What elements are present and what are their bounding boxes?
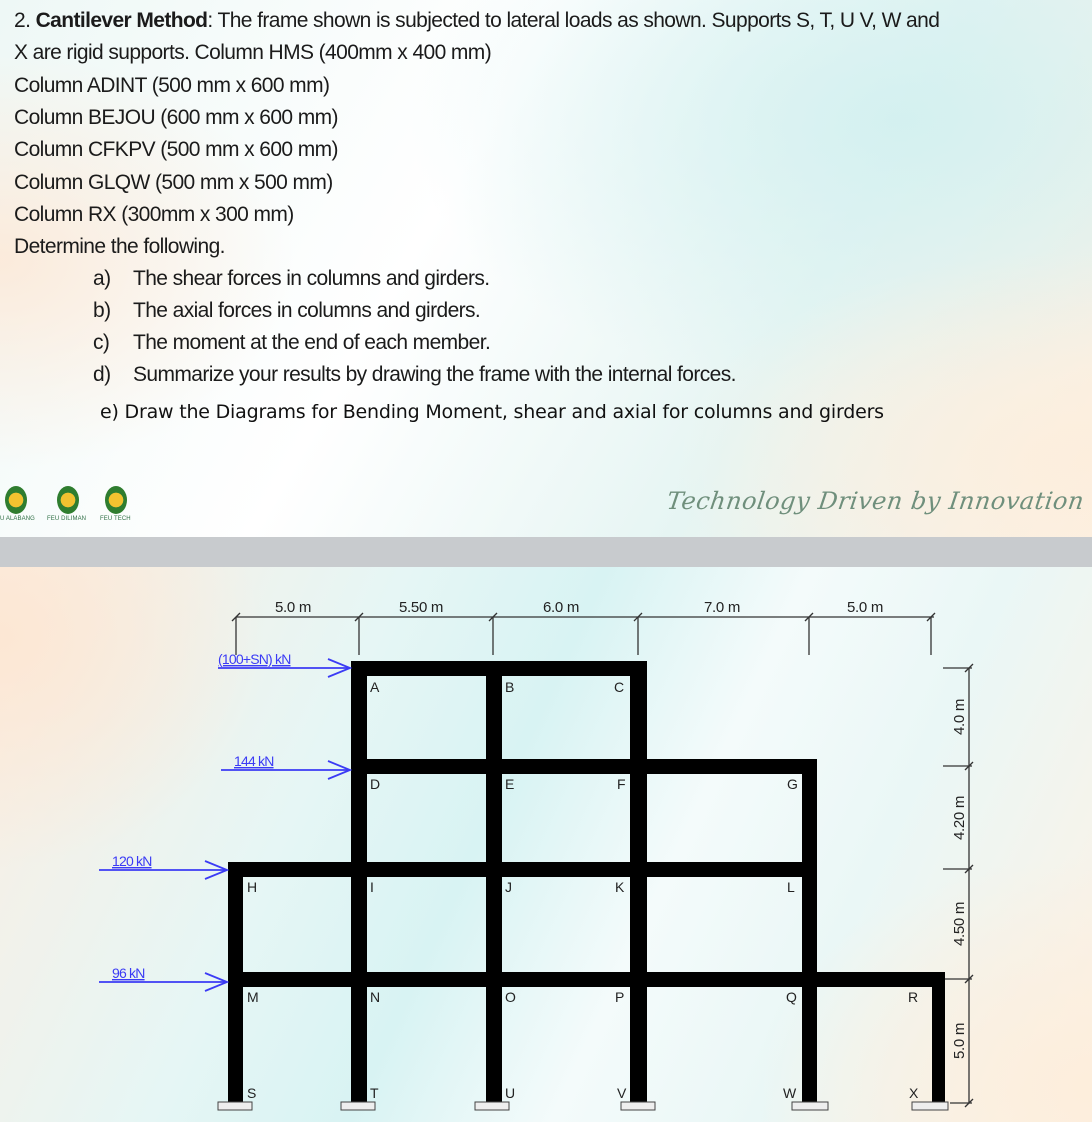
node-m: M	[247, 989, 259, 1005]
method-title: Cantilever Method	[35, 9, 208, 32]
node-j: J	[505, 879, 512, 895]
task-a-label: a)	[93, 267, 111, 290]
determine-heading: Determine the following.	[14, 235, 225, 258]
node-e: E	[505, 776, 515, 792]
column-bejou	[486, 661, 502, 1103]
span-dimensions	[232, 613, 935, 655]
tagline: Technology Driven by Innovation	[664, 487, 1086, 515]
node-g: G	[787, 776, 798, 792]
task-a	[93, 266, 490, 292]
problem-slide	[0, 0, 1092, 537]
load-label-a: (100+SN) kN	[218, 651, 291, 667]
height-dim-1: 4.0 m	[951, 698, 968, 736]
task-a-text: The shear forces in columns and girders.	[133, 267, 490, 290]
logo-tech-icon	[105, 486, 127, 514]
column-spec-rx: Column RX (300mm x 300 mm)	[14, 203, 294, 226]
node-l: L	[787, 879, 795, 895]
height-dim-3: 4.50 m	[951, 901, 968, 947]
problem-number: 2.	[14, 9, 31, 32]
task-d-text: Summarize your results by drawing the frame with the internal forces.	[133, 363, 736, 386]
support-s-icon	[218, 1102, 252, 1110]
node-d: D	[370, 776, 381, 792]
support-v-icon	[621, 1102, 655, 1110]
task-c-text: The moment at the end of each member.	[133, 331, 491, 354]
frame-diagram-slide	[0, 567, 1092, 1122]
problem-intro-text: : The frame shown is subjected to lateral loads as shown. Supports S, T, U V, W and	[207, 9, 940, 32]
problem-intro-line	[14, 8, 939, 34]
span-dim-4: 7.0 m	[704, 599, 741, 616]
span-dim-5: 5.0 m	[847, 599, 884, 616]
span-dim-2: 5.50 m	[399, 599, 444, 616]
support-w-icon	[792, 1102, 828, 1110]
load-label-m: 96 kN	[112, 965, 145, 981]
logo-diliman-icon	[57, 486, 79, 514]
logo-tech-label: FEU TECH	[100, 516, 131, 522]
node-h: H	[247, 879, 258, 895]
logo-alabang-icon	[5, 486, 27, 514]
node-c: C	[614, 679, 625, 695]
task-b-label: b)	[93, 299, 111, 322]
logo-alabang-label: U ALABANG	[0, 516, 35, 522]
fixed-supports	[218, 1102, 948, 1110]
node-o: O	[505, 989, 516, 1005]
height-dim-2: 4.20 m	[951, 795, 968, 841]
node-i: I	[370, 879, 374, 895]
task-c	[93, 330, 490, 356]
span-dim-1: 5.0 m	[275, 599, 312, 616]
node-n: N	[370, 989, 381, 1005]
girder-mnopqr	[228, 972, 945, 987]
lateral-loads	[99, 659, 350, 991]
node-s: S	[247, 1085, 257, 1101]
task-d-label: d)	[93, 363, 111, 386]
problem-line-2: X are rigid supports. Column HMS (400mm x 400 mm)	[14, 41, 492, 64]
load-label-d: 144 kN	[234, 753, 274, 769]
height-dim-4: 5.0 m	[951, 1022, 968, 1060]
column-hms	[228, 862, 243, 1103]
node-p: P	[615, 989, 625, 1005]
support-x-icon	[912, 1102, 948, 1110]
girder-defg	[351, 759, 817, 774]
girder-hijkl	[228, 862, 817, 877]
column-rx	[932, 972, 945, 1103]
logo-diliman-label: FEU DILIMAN	[47, 516, 87, 522]
node-q: Q	[786, 989, 797, 1005]
task-b-text: The axial forces in columns and girders.	[133, 299, 481, 322]
node-x: X	[909, 1085, 919, 1101]
node-v: V	[617, 1085, 627, 1101]
column-spec-cfkpv: Column CFKPV (500 mm x 600 mm)	[14, 138, 338, 161]
node-w: W	[783, 1085, 797, 1101]
node-f: F	[617, 776, 626, 792]
load-label-h: 120 kN	[112, 853, 152, 869]
support-t-icon	[341, 1102, 375, 1110]
node-a: A	[370, 679, 380, 695]
node-t: T	[370, 1085, 379, 1101]
column-spec-glqw: Column GLQW (500 mm x 500 mm)	[14, 171, 333, 194]
node-b: B	[505, 679, 515, 695]
frame-diagram	[0, 567, 1092, 1122]
column-spec-bejou: Column BEJOU (600 mm x 600 mm)	[14, 106, 338, 129]
node-r: R	[908, 989, 919, 1005]
task-c-label: c)	[93, 331, 110, 354]
node-labels	[247, 679, 919, 1101]
node-k: K	[615, 879, 625, 895]
task-e: e) Draw the Diagrams for Bending Moment, shear and axial for columns and girders	[100, 401, 884, 423]
task-d	[93, 362, 736, 388]
column-spec-adint: Column ADINT (500 mm x 600 mm)	[14, 74, 330, 97]
column-adint	[351, 661, 367, 1103]
node-u: U	[505, 1085, 516, 1101]
column-glqw	[802, 759, 817, 1103]
support-u-icon	[475, 1102, 509, 1110]
span-dim-3: 6.0 m	[543, 599, 580, 616]
task-b	[93, 298, 480, 324]
slide-divider	[0, 537, 1092, 567]
frame-members	[228, 661, 945, 1103]
column-cfkpv	[630, 661, 647, 1103]
